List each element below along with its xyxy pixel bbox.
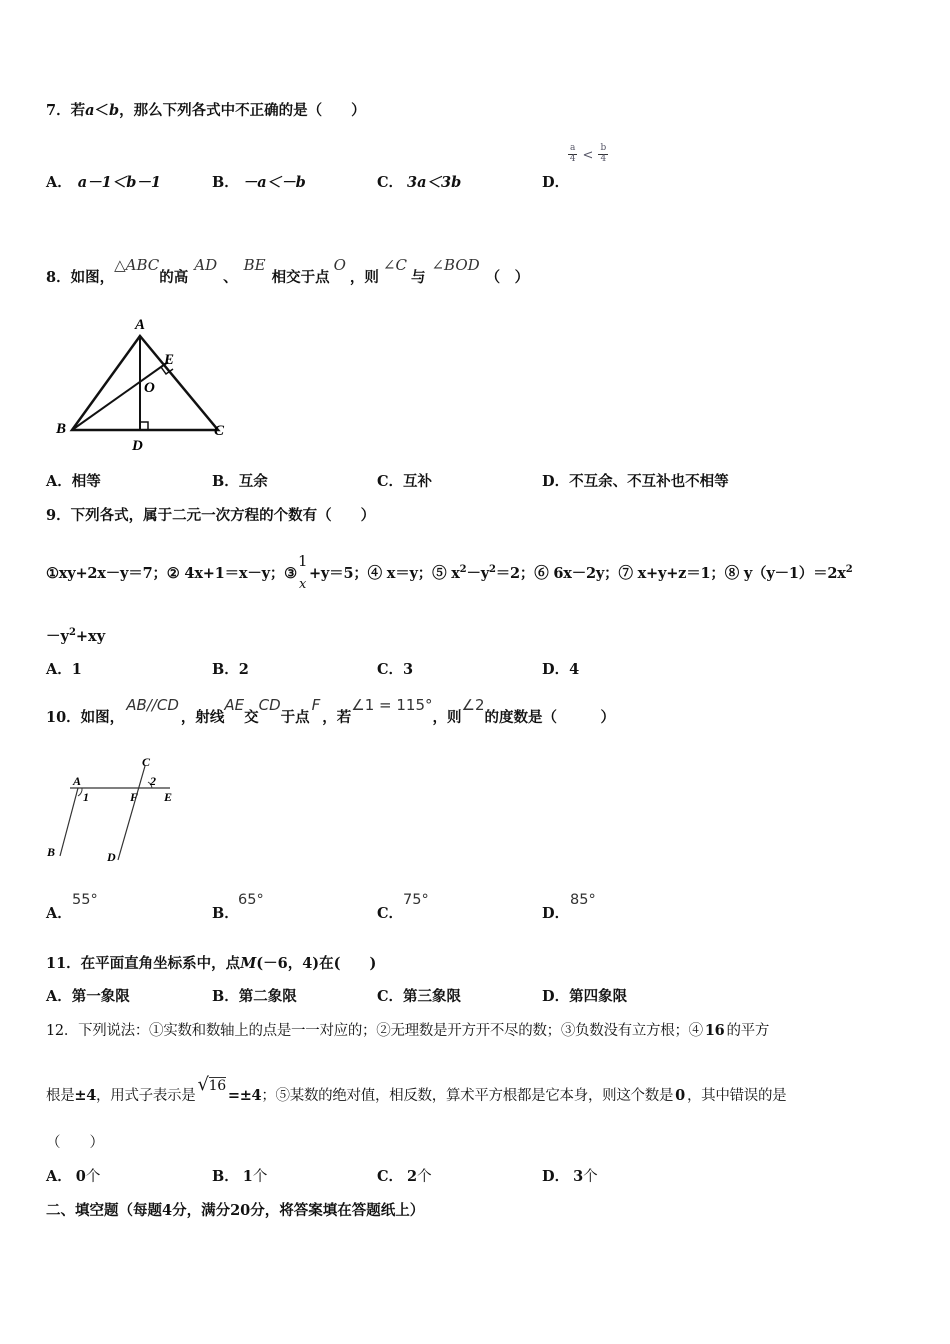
- q12-option-c: C． 2个: [377, 1168, 432, 1185]
- fig-label-b: B: [56, 421, 67, 437]
- q9-option-a: A．1: [46, 661, 82, 678]
- q7-option-a: A． a－1＜b－1: [46, 174, 161, 191]
- line-cd: [118, 766, 145, 860]
- fig-label-a: A: [73, 774, 82, 788]
- angle-1-arc: [78, 788, 82, 796]
- q10-option-c-value: 75°: [403, 892, 429, 908]
- q9-stem: 9．下列各式，属于二元一次方程的个数有（ ）: [46, 507, 376, 524]
- q10-option-a-letter: A．: [46, 905, 72, 922]
- fig-label-e: E: [164, 352, 175, 368]
- q9-items: ①xy+2x－y＝7；② 4x+1＝x－y；③ 1 x +y＝5；④ x＝y；⑤ $x^2-y^2=2$；⑥ 6x－2y；⑦ x+y+z＝1；⑧ $y(y-1)=2x^2$: [46, 552, 853, 592]
- q12-sqrt: √16: [197, 1074, 226, 1095]
- q9-option-c: C．3: [377, 661, 414, 678]
- fig-label-2: 2: [150, 774, 156, 788]
- altitude-be: [72, 362, 168, 430]
- q9-option-b: B．2: [212, 661, 249, 678]
- q7-option-b: B． －a＜－b: [212, 174, 306, 191]
- q11-option-a: A．第一象限: [46, 988, 130, 1005]
- q8-option-d: D．不互余、不互补也不相等: [542, 473, 729, 490]
- q10-option-c-letter: C．: [377, 905, 404, 922]
- fig-label-c: C: [214, 423, 225, 439]
- fig-label-1: 1: [83, 790, 89, 804]
- q12-line2: 根是±4，用式子表示是√16=±4；⑤某数的绝对值，相反数，算术平方根都是它本身，则这个数是 0 ，其中错误的是: [46, 1074, 787, 1104]
- q9-items-line2: $-y^2+xy$: [46, 627, 106, 645]
- q12-option-d: D． 3个: [542, 1168, 598, 1185]
- q9-option-d: D．4: [542, 661, 580, 678]
- fig-label-f: F: [130, 790, 139, 804]
- q12-option-a: A． 0个: [46, 1168, 101, 1185]
- fig-label-o: O: [144, 380, 155, 396]
- q8-option-c: C．互补: [377, 473, 433, 490]
- q11-stem: 11．在平面直角坐标系中，点M(－6，4)在( ): [46, 955, 377, 972]
- q12-option-b: B． 1个: [212, 1168, 268, 1185]
- q11-option-b: B．第二象限: [212, 988, 297, 1005]
- q10-parallel-figure: [40, 752, 190, 872]
- q10-option-b-letter: B．: [212, 905, 239, 922]
- q12-line1: 12．下列说法：①实数和数轴上的点是一一对应的；②无理数是开方开不尽的数；③负数没有立方根；④ 16 的平方: [46, 1022, 770, 1039]
- q7-option-d-formula: $\frac{a}{4}$ < $\frac{b}{4}$: [569, 143, 607, 164]
- q8-stem: 8．如图，△ABC的高AD、BE相交于点O，则∠C与∠BOD（ ）: [46, 256, 530, 286]
- q8-triangle-figure: [50, 312, 240, 462]
- q7-option-d-letter: D．: [542, 174, 570, 191]
- fig-label-e: E: [164, 790, 173, 804]
- q10-stem: 10．如图，AB//CD，射线AE交CD于点F，若∠1 = 115°，则∠2的度数是（ ）: [46, 696, 616, 726]
- line-ab: [60, 788, 78, 856]
- q8-option-b: B．互余: [212, 473, 268, 490]
- q10-option-d-value: 85°: [570, 892, 596, 908]
- q10-option-b-value: 65°: [238, 892, 264, 908]
- q10-option-d-letter: D．: [542, 905, 570, 922]
- fig-label-a: A: [135, 317, 146, 333]
- fig-label-c: C: [142, 755, 151, 769]
- q8-option-a: A．相等: [46, 473, 101, 490]
- fig-label-d: D: [107, 850, 116, 864]
- fig-label-b: B: [47, 845, 56, 859]
- fig-label-d: D: [132, 438, 143, 454]
- section-2-heading: 二、填空题（每题4分，满分20分，将答案填在答题纸上）: [46, 1202, 425, 1219]
- q10-option-a-value: 55°: [72, 892, 98, 908]
- q7-stem: 7．若a＜b，那么下列各式中不正确的是（ ）: [46, 102, 366, 119]
- q12-line3: （ ）: [46, 1135, 104, 1151]
- q7-option-c: C． 3a＜3b: [377, 174, 462, 191]
- q11-option-c: C．第三象限: [377, 988, 462, 1005]
- q11-option-d: D．第四象限: [542, 988, 628, 1005]
